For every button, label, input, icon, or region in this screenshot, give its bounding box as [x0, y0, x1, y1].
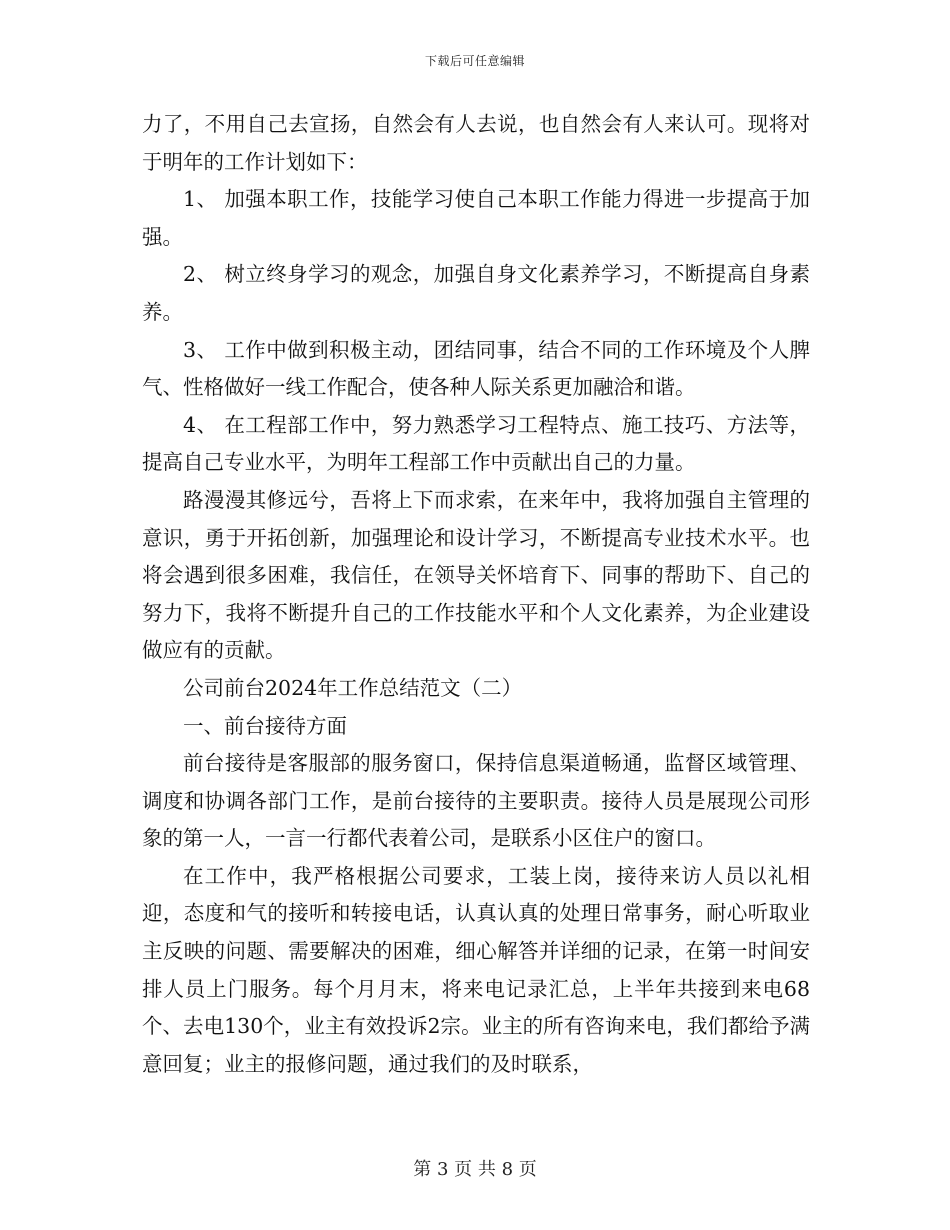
- footer-label-di: 第: [413, 1159, 432, 1180]
- paragraph-1: 力了，不用自己去宣扬，自然会有人去说，也自然会有人来认可。现将对于明年的工作计划如下：: [142, 112, 810, 174]
- paragraph-7: 前台接待是客服部的服务窗口，保持信息渠道畅通，监督区域管理、调度和协调各部门工作，是前台接待的主要职责。接待人员是展现公司形象的第一人，一言一行都代表着公司，是联系小区住户的窗口。: [142, 751, 810, 851]
- paragraph-2: 1、 加强本职工作，技能学习使自己本职工作能力得进一步提高于加强。: [142, 187, 810, 249]
- paragraph-8: 在工作中，我严格根据公司要求，工装上岗，接待来访人员以礼相迎，态度和气的接听和转接电话，认真认真的处理日常事务，耐心听取业主反映的问题、需要解决的困难，细心解答并详细的记录，在第一时间安排人员上门服务。每个月月末，将来电记录汇总，上半年共接到来电68个、去电130个，业主有效投诉2宗。业主的所有咨询来电，我们都给予满意回复；业主的报修问题，通过我们的及时联系，: [142, 863, 810, 1076]
- footer-label-ye: 页: [454, 1159, 473, 1180]
- footer-label-gong: 共: [477, 1159, 496, 1180]
- paragraph-4: 3、 工作中做到积极主动，团结同事，结合不同的工作环境及个人脾气、性格做好一线工作配合，使各种人际关系更加融洽和谐。: [142, 337, 810, 400]
- section-title: 公司前台2024年工作总结范文（二）: [183, 675, 523, 700]
- subsection-heading: 一、前台接待方面: [183, 713, 347, 738]
- page-footer: [0, 1155, 950, 1181]
- footer-page-number: 3: [436, 1159, 449, 1180]
- footer-label-ye-end: 页: [518, 1159, 537, 1180]
- footer-total-pages: 8: [501, 1159, 514, 1180]
- paragraph-3: 2、 树立终身学习的观念，加强自身文化素养学习，不断提高自身素养。: [142, 262, 810, 324]
- document-body: [142, 106, 810, 1083]
- paragraph-5: 4、 在工程部工作中，努力熟悉学习工程特点、施工技巧、方法等，提高自己专业水平，为明年工程部工作中贡献出自己的力量。: [142, 412, 810, 475]
- page-header: 下载后可任意编辑: [424, 54, 525, 68]
- paragraph-6: 路漫漫其修远兮，吾将上下而求索，在来年中，我将加强自主管理的意识，勇于开拓创新，加强理论和设计学习，不断提高专业技术水平。也将会遇到很多困难，我信任，在领导关怀培育下、同事的帮助下、自己的努力下，我将不断提升自己的工作技能水平和个人文化素养，为企业建设做应有的贡献。: [142, 487, 810, 663]
